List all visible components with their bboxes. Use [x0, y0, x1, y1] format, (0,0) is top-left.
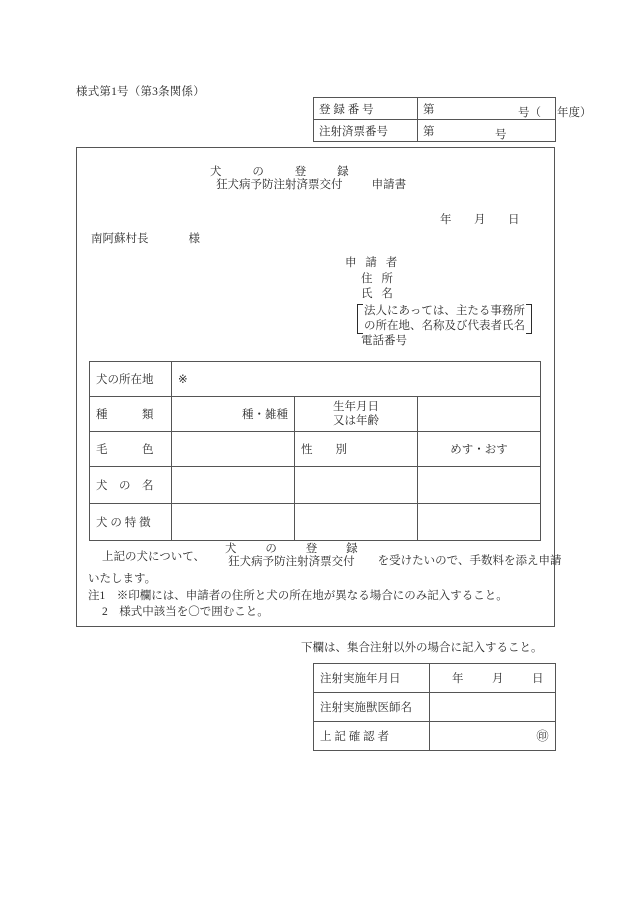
application-statement-stack	[212, 543, 371, 569]
veterinarian-name-value[interactable]	[430, 693, 556, 722]
applicant-corporate-note-line1: 法人にあっては、主たる事務所	[364, 304, 525, 317]
table-row	[90, 432, 541, 467]
document-title-suffix: 申請書	[371, 178, 407, 191]
application-statement-stack-line2: 狂犬病予防注射済票交付	[228, 555, 355, 568]
table-row	[314, 98, 556, 120]
lower-section-note: 下欄は、集合注射以外の場合に記入すること。	[301, 642, 543, 654]
injection-date-month: 月	[492, 673, 504, 685]
application-statement	[88, 543, 562, 619]
addressee	[91, 230, 200, 246]
dog-sex-label	[295, 432, 418, 467]
vaccination-ticket-number-value[interactable]	[418, 120, 556, 142]
dog-information-table	[89, 361, 541, 541]
addressee-name: 南阿蘇村長	[91, 233, 149, 245]
injection-date-day: 日	[532, 673, 544, 685]
vaccination-ticket-prefix: 第	[423, 125, 435, 138]
dog-breed-options: 種・雑種	[242, 409, 288, 421]
bracket-left-icon	[357, 304, 363, 334]
veterinarian-name-label-text: 注射実施獣医師名	[320, 702, 412, 714]
dog-birthdate-label-line2: 又は年齢	[333, 415, 379, 427]
application-statement-row1	[88, 543, 562, 569]
injection-date-year: 年	[452, 673, 464, 685]
applicant-heading: 申 請 者	[345, 257, 401, 269]
dog-features-value[interactable]	[172, 504, 295, 541]
injection-record-table	[313, 663, 556, 751]
dog-breed-label	[90, 397, 172, 432]
registration-number-table	[313, 97, 592, 142]
registration-number-value[interactable]	[418, 98, 592, 120]
dog-location-label	[90, 362, 172, 397]
dog-features-extra-label	[295, 504, 418, 541]
injection-date-label-text: 注射実施年月日	[320, 673, 401, 685]
table-row	[90, 397, 541, 432]
dog-name-label	[90, 467, 172, 504]
dog-breed-label-text: 種 類	[96, 409, 154, 421]
registration-number-label	[314, 98, 418, 120]
applicant-corporate-note-text	[363, 304, 526, 334]
injection-date-label	[314, 664, 430, 693]
table-row	[90, 504, 541, 541]
bracket-right-icon	[526, 304, 532, 334]
document-title	[196, 166, 406, 192]
dog-birthdate-label-text	[301, 400, 411, 428]
document-title-stack	[196, 166, 363, 192]
veterinarian-name-label	[314, 693, 430, 722]
vaccination-ticket-number-label-text: 注射済票番号	[319, 125, 388, 138]
dog-sex-label-text: 性 別	[301, 444, 347, 456]
table-row	[90, 467, 541, 504]
dog-color-value[interactable]	[172, 432, 295, 467]
submission-date-day: 日	[508, 214, 520, 226]
registration-number-label-text: 登 録 番 号	[319, 103, 374, 116]
registration-number-suffix: 年度）	[557, 106, 592, 119]
submission-date-year: 年	[440, 214, 452, 226]
document-title-line2: 狂犬病予防注射済票交付	[216, 179, 343, 192]
applicant-name-label[interactable]: 氏 名	[361, 288, 396, 300]
injection-date-fields	[436, 673, 544, 685]
dog-name-label-text: 犬 の 名	[96, 480, 154, 492]
application-statement-stack-line1: 犬 の 登 録	[225, 543, 371, 555]
application-note-1: 注1 ※印欄には、申請者の住所と犬の所在地が異なる場合にのみ記入すること。	[88, 589, 508, 602]
registration-number-prefix: 第	[423, 103, 435, 116]
application-statement-suffix: を受けたいので、手数料を添え申請	[377, 555, 562, 568]
application-note-2: 2 様式中該当を〇で囲むこと。	[102, 605, 269, 618]
vaccination-ticket-number-label	[314, 120, 418, 142]
dog-location-value[interactable]	[172, 362, 541, 397]
confirmer-label-text: 上 記 確 認 者	[320, 731, 389, 743]
dog-name-extra-value[interactable]	[418, 467, 541, 504]
table-row	[314, 693, 556, 722]
submission-date-month: 月	[474, 214, 486, 226]
dog-features-label	[90, 504, 172, 541]
dog-birthdate-label-line1: 生年月日	[333, 401, 379, 413]
dog-color-label-text: 毛 色	[96, 444, 154, 456]
table-row	[314, 722, 556, 751]
registration-number-unit-suffix	[518, 104, 592, 120]
dog-name-value[interactable]	[172, 467, 295, 504]
application-statement-prefix: 上記の犬について、	[102, 550, 206, 563]
dog-name-extra-label	[295, 467, 418, 504]
applicant-phone-label[interactable]: 電話番号	[361, 334, 407, 347]
document-title-line1: 犬 の 登 録	[210, 166, 363, 178]
confirmer-value[interactable]	[430, 722, 556, 751]
table-row	[90, 362, 541, 397]
dog-features-label-text: 犬 の 特 徴	[96, 517, 151, 529]
dog-color-label	[90, 432, 172, 467]
applicant-corporate-note-line2: の所在地、名称及び代表者氏名	[364, 319, 525, 332]
applicant-corporate-note	[345, 304, 532, 334]
table-row	[314, 664, 556, 693]
dog-breed-value[interactable]	[172, 397, 295, 432]
applicant-block	[345, 256, 532, 349]
dog-sex-value[interactable]	[418, 432, 541, 467]
confirmer-label	[314, 722, 430, 751]
registration-number-value-inner	[423, 103, 592, 119]
vaccination-ticket-unit: 号	[495, 128, 507, 141]
dog-birthdate-label	[295, 397, 418, 432]
submission-date-line[interactable]	[440, 211, 520, 227]
dog-sex-options: めす・おす	[450, 444, 508, 456]
registration-number-unit: 号（	[518, 106, 541, 119]
dog-location-marker: ※	[178, 374, 188, 386]
dog-features-extra-value[interactable]	[418, 504, 541, 541]
dog-birthdate-value[interactable]	[418, 397, 541, 432]
injection-date-value[interactable]	[430, 664, 556, 693]
addressee-honorific: 様	[188, 233, 200, 245]
vaccination-ticket-number-value-inner	[423, 125, 507, 141]
table-row	[314, 120, 556, 142]
seal-stamp-icon: ㊞	[536, 728, 549, 743]
dog-location-label-text: 犬の所在地	[96, 374, 154, 386]
form-number-label: 様式第1号（第3条関係）	[76, 86, 205, 98]
applicant-address-label[interactable]: 住 所	[361, 272, 396, 285]
application-statement-continuation: いたします。	[88, 572, 157, 585]
